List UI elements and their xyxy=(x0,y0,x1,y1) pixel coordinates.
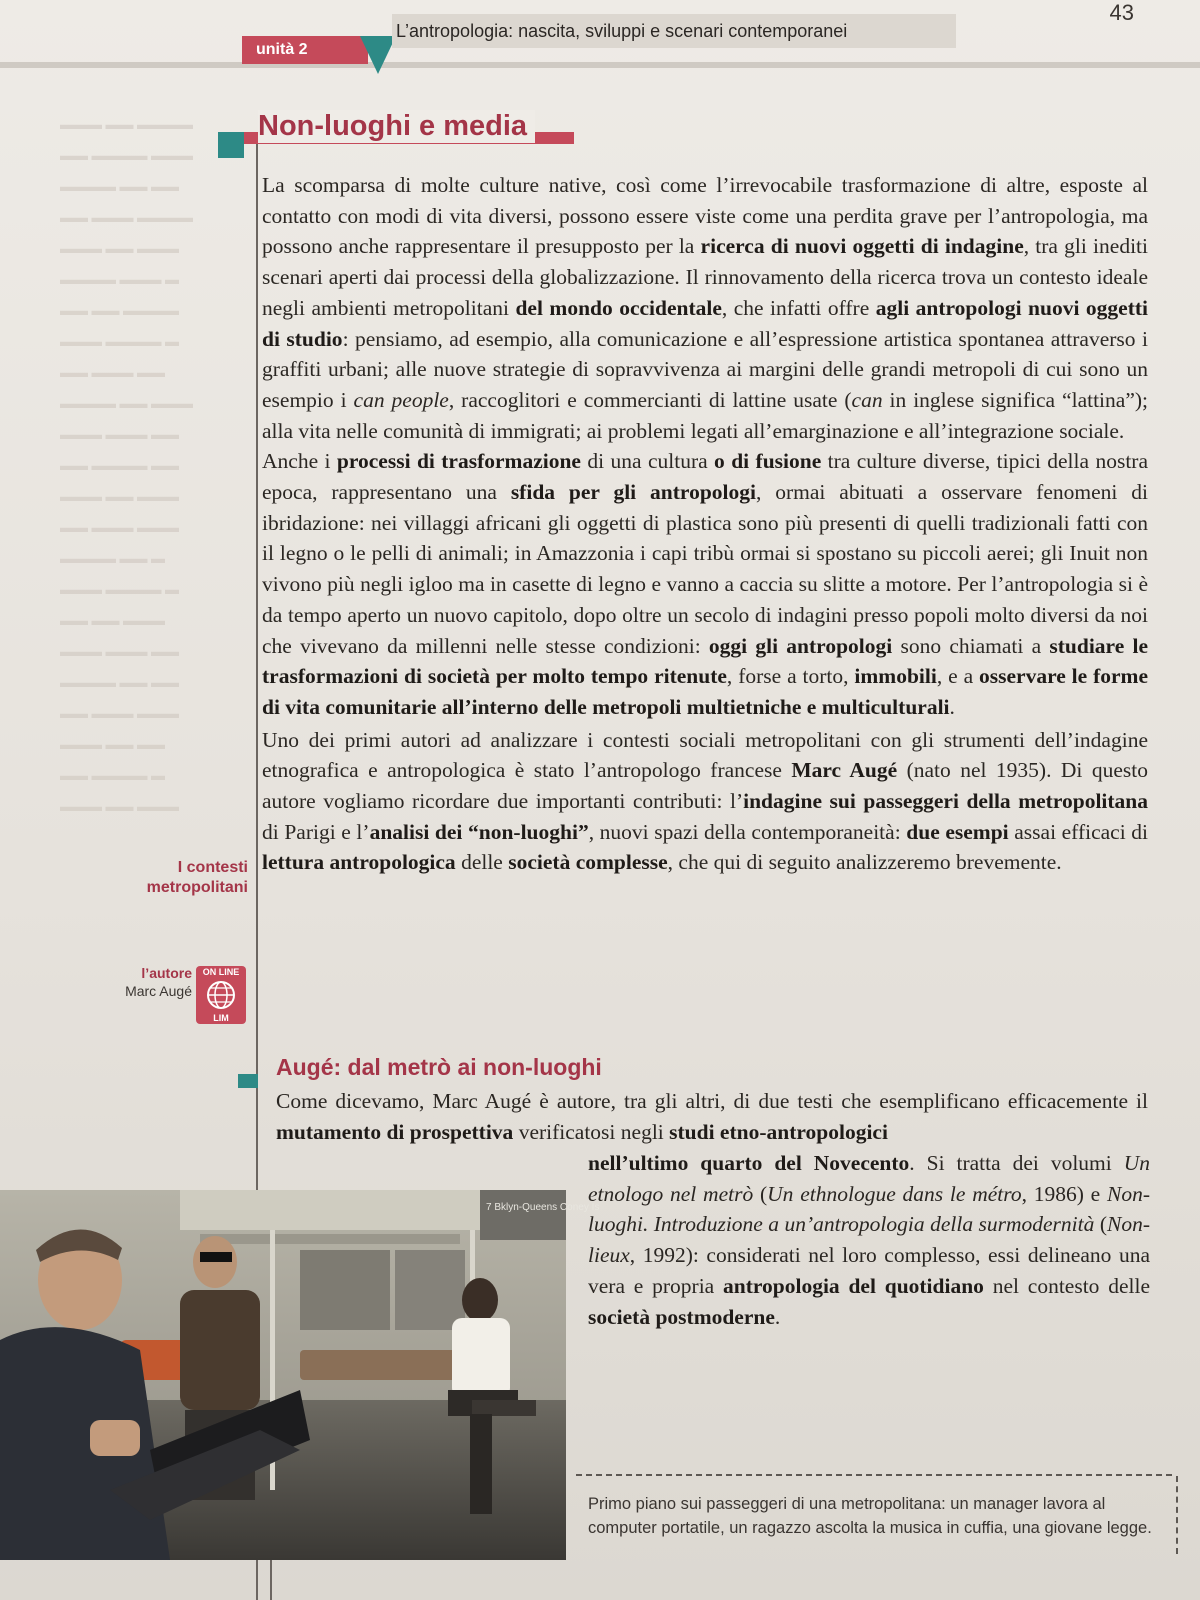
subsection-body-wide: Come dicevamo, Marc Augé è autore, tra gli altri, di due testi che esemplificano efficacemente il mutamento di prospettiva verificatosi negli studi etno-antropologici xyxy=(276,1089,1148,1144)
paragraph: Anche i processi di trasformazione di una cultura o di fusione tra culture diverse, tipici della nostra epoca, rappresentano una sfida per gli antropologi, ormai abituati a osservare fenomeni di ibridazione: nei villaggi africani gli oggetti di plastica sono più presenti di quelli tradizionali fatti con il legno o le pelli di animali; in Amazzonia i capi tribù ormai si spostano su piccoli aerei; gli Inuit non vivono più negli igloo ma in casette di legno e vanno a caccia su slitte a motore. Per l’antropologia si è da tempo aperto un nuovo capitolo, dopo oltre un secolo di indagini presso popoli molto diversi da noi che vivevano da millenni nelle stesse condizioni: oggi gli antropologi sono chiamati a studiare le trasformazioni di società per molto tempo ritenute, forse a torto, immobili, e a osservare le forme di vita comunitarie all’interno delle metropoli multietniche e multiculturali. xyxy=(262,449,1149,719)
section-marker-icon xyxy=(218,132,244,158)
section-title: Non-luoghi e media xyxy=(258,110,535,143)
paragraph: La scomparsa di molte culture native, così come l’irrevocabile trasformazione di altre, esposte al contatto con modi di vita diversi, possono essere viste come una perdita grave per l’antropologia, ma possono anche rappresentare il presupposto per la ricerca di nuovi oggetti di indagine, tra gli inediti scenari aperti dai processi della globalizzazione. Il rinnovamento della ricerca trova un contesto ideale negli ambienti metropolitani del mondo occidentale, che infatti offre agli antropologi nuovi oggetti di studio: pensiamo, ad esempio, alla comunicazione e all’espressione artistica spontanea attraverso i graffiti urbani; alle nuove strategie di sopravvivenza ai margini delle grandi metropoli di cui sono un esempio i can people, raccoglitori e commercianti di lattine usate (can in inglese significa “lattina”); alla vita nelle comunità di immigrati; ai problemi legati all’emarginazione e all’integrazione sociale. xyxy=(262,173,1148,443)
bottom-divider xyxy=(270,1560,272,1600)
subway-sign: 7 Bklyn-Queens Coney Is xyxy=(486,1202,600,1213)
online-badge-label: ON LINE xyxy=(202,967,240,977)
chapter-title: L’antropologia: nascita, sviluppi e scenari contemporanei xyxy=(392,14,956,48)
margin-note-contesti: I contesti metropolitani xyxy=(146,859,248,896)
lim-badge-label: LIM xyxy=(213,1013,229,1023)
subway-illustration xyxy=(0,1190,600,1560)
caption-dashed-rule xyxy=(576,1474,1172,1476)
photo-caption: Primo piano sui passeggeri di una metropolitana: un manager lavora al computer portatile, un ragazzo ascolta la musica in cuffia, una giovane legge. xyxy=(588,1495,1152,1537)
header-rule xyxy=(0,62,1200,68)
online-lim-badge[interactable] xyxy=(196,966,246,1024)
subway-photo xyxy=(0,1190,600,1560)
caption-dashed-rule-vertical xyxy=(1176,1476,1178,1554)
autore-label: l’autore xyxy=(141,965,192,981)
autore-name: Marc Augé xyxy=(125,983,192,999)
unit-label: unità 2 xyxy=(242,36,368,64)
page-number: 43 xyxy=(1109,0,1134,25)
subsection-title: Augé: dal metrò ai non-luoghi xyxy=(276,1054,602,1080)
paragraph: Uno dei primi autori ad analizzare i contesti sociali metropolitani con gli strumenti dell’indagine etnografica e antropologica è stato l’antropologo francese Marc Augé (nato nel 1935). Di questo autore vogliamo ricordare due importanti contributi: l’indagine sui passeggeri della metropolitana di Parigi e l’analisi dei “non-luoghi”, nuovi spazi della contemporaneità: due esempi assai efficaci di lettura antropologica delle società complesse, che qui di seguito analizzeremo brevemente. xyxy=(262,727,1149,875)
margin-note-autore xyxy=(100,964,192,1000)
subsection-body-narrow: nell’ultimo quarto del Novecento. Si tratta dei volumi Un etnologo nel metrò (Un ethnologue dans le métro, 1986) e Non-luoghi. Introduzione a un’antropologia della surmodernità (Non-lieux, 1992): considerati nel loro complesso, essi delineano una vera e propria antropologia del quotidiano nel contesto delle società postmoderne. xyxy=(588,1151,1150,1329)
section-body xyxy=(262,170,1148,878)
bleed-through-decoration: ▬▬▬ ▬▬ ▬▬▬▬ ▬▬ ▬▬▬▬ ▬▬▬ ▬▬▬▬ ▬▬ ▬▬ ▬▬ ▬▬▬ ▬▬▬▬ ▬▬▬ ▬▬ ▬▬▬ ▬▬▬▬ ▬▬▬ ▬ ▬▬ ▬▬ ▬▬▬▬ ▬▬▬ ▬▬▬▬ ▬ ▬▬ ▬▬▬ ▬▬ ▬▬▬▬ ▬▬ ▬▬▬ ▬▬▬ ▬▬▬ ▬▬ ▬▬ ▬▬▬▬ ▬▬ ▬▬▬ ▬▬ ▬▬▬ ▬▬ ▬▬▬ ▬▬▬ ▬▬▬▬ ▬▬ ▬ ▬▬▬ ▬▬▬▬ ▬ ▬▬ ▬▬ ▬▬▬ ▬▬▬ ▬▬▬ ▬▬ ▬▬▬▬ ▬▬ ▬▬ ▬▬ ▬▬▬ ▬▬▬ ▬▬▬ ▬▬ ▬▬ ▬▬ ▬▬▬▬ ▬ ▬▬▬ ▬▬ ▬▬▬ xyxy=(60,118,193,815)
subsection-marker-icon xyxy=(238,1074,258,1088)
unit-triangle-icon xyxy=(360,36,396,74)
